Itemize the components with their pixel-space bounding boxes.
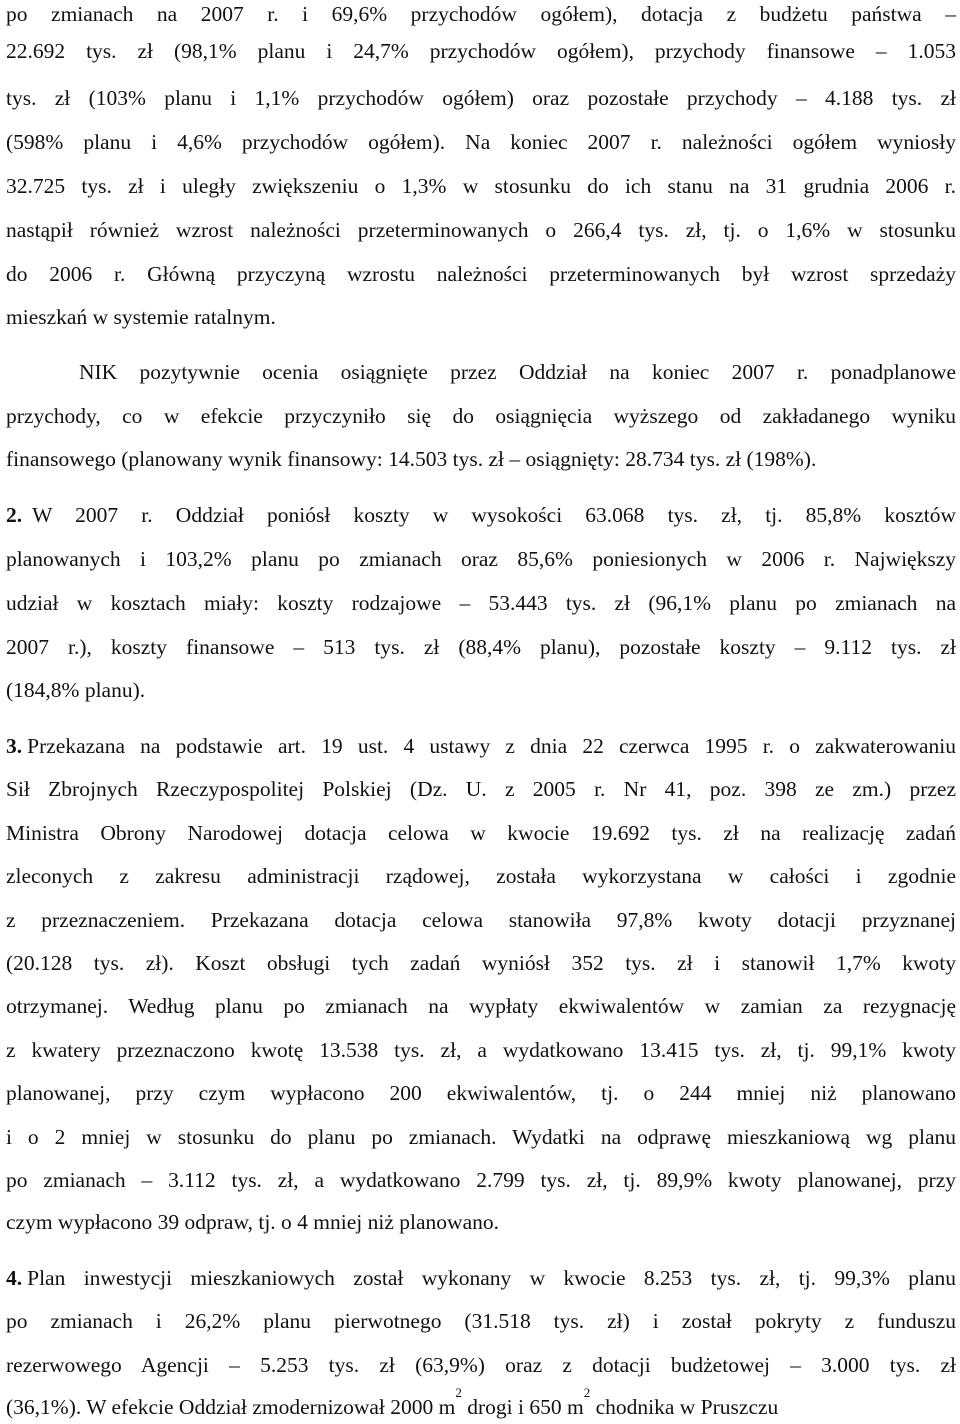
text-line: nastąpił również wzrost należności przeterminowanych o 266,4 tys. zł, tj. o 1,6% w stosunku [6, 218, 956, 242]
text-line: Przekazana na podstawie art. 19 ust. 4 ustawy z dnia 22 czerwca 1995 r. o zakwaterowaniu [27, 734, 956, 758]
text-line: po zmianach i 26,2% planu pierwotnego (31.518 tys. zł) i został pokryty z funduszu [6, 1309, 956, 1333]
text-line: do 2006 r. Główną przyczyną wzrostu należności przeterminowanych był wzrost sprzedaży [6, 262, 956, 286]
text-line: 32.725 tys. zł i uległy zwiększeniu o 1,3% w stosunku do ich stanu na 31 grudnia 2006 r. [6, 174, 956, 198]
text-line: (184,8% planu). [6, 678, 146, 702]
text-line: (20.128 tys. zł). Koszt obsługi tych zadań wyniósł 352 tys. zł i stanowił 1,7% kwoty [6, 951, 956, 975]
text-line: zleconych z zakresu administracji rządowej, została wykorzystana w całości i zgodnie [6, 864, 956, 888]
text-line: Ministra Obrony Narodowej dotacja celowa w kwocie 19.692 tys. zł na realizację zadań [6, 821, 956, 845]
numbered-paragraph-3 [6, 732, 956, 760]
paragraph-number: 4. [6, 1266, 23, 1290]
text-line: planowanych i 103,2% planu po zmianach oraz 85,6% poniesionych w 2006 r. Największy [6, 547, 956, 571]
text-line: rezerwowego Agencji – 5.253 tys. zł (63,9%) oraz z dotacji budżetowej – 3.000 tys. zł [6, 1353, 956, 1377]
text-line: Sił Zbrojnych Rzeczypospolitej Polskiej (Dz. U. z 2005 r. Nr 41, poz. 398 ze zm.) przez [6, 777, 956, 801]
text-line: Plan inwestycji mieszkaniowych został wykonany w kwocie 8.253 tys. zł, tj. 99,3% planu [27, 1266, 956, 1290]
text-line: przychody, co w efekcie przyczyniło się do osiągnięcia wyższego od zakładanego wyniku [6, 404, 956, 428]
text-segment: (36,1%). W efekcie Oddział zmodernizował 2000 m [6, 1395, 456, 1419]
text-line: (598% planu i 4,6% przychodów ogółem). Na koniec 2007 r. należności ogółem wyniosły [6, 130, 956, 154]
text-line: z przeznaczeniem. Przekazana dotacja celowa stanowiła 97,8% kwoty dotacji przyznanej [6, 908, 956, 932]
numbered-paragraph-2 [6, 501, 956, 529]
text-line: otrzymanej. Według planu po zmianach na wypłaty ekwiwalentów w zamian za rezygnację [6, 994, 956, 1018]
text-segment: chodnika w Pruszczu [590, 1395, 779, 1419]
text-line: mieszkań w systemie ratalnym. [6, 305, 276, 329]
text-line: tys. zł (103% planu i 1,1% przychodów ogółem) oraz pozostałe przychody – 4.188 tys. zł [6, 86, 956, 110]
text-line: NIK pozytywnie ocenia osiągnięte przez Oddział na koniec 2007 r. ponadplanowe [79, 360, 956, 384]
text-line: czym wypłacono 39 odpraw, tj. o 4 mniej niż planowano. [6, 1210, 499, 1234]
text-line: po zmianach – 3.112 tys. zł, a wydatkowano 2.799 tys. zł, tj. 89,9% kwoty planowanej, przy [6, 1168, 956, 1192]
superscript: 2 [583, 1385, 591, 1400]
text-line: i o 2 mniej w stosunku do planu po zmianach. Wydatki na odprawę mieszkaniową wg planu [6, 1125, 956, 1149]
text-line-with-superscripts [6, 1385, 956, 1421]
text-segment-group [455, 1385, 956, 1421]
text-segment: drogi i 650 m [461, 1395, 584, 1419]
text-line: finansowego (planowany wynik finansowy: 14.503 tys. zł – osiągnięty: 28.734 tys. zł (198%). [6, 447, 817, 471]
text-line: 2007 r.), koszty finansowe – 513 tys. zł (88,4% planu), pozostałe koszty – 9.112 tys. zł [6, 635, 956, 659]
paragraph-number: 2. [6, 503, 23, 527]
text-line: 22.692 tys. zł (98,1% planu i 24,7% przychodów ogółem), przychody finansowe – 1.053 [6, 39, 956, 63]
text-line: W 2007 r. Oddział poniósł koszty w wysokości 63.068 tys. zł, tj. 85,8% kosztów [32, 503, 956, 527]
text-line: planowanej, przy czym wypłacono 200 ekwiwalentów, tj. o 244 mniej niż planowano [6, 1081, 956, 1105]
superscript: 2 [455, 1385, 462, 1400]
paragraph-number: 3. [6, 734, 23, 758]
numbered-paragraph-4 [6, 1264, 956, 1292]
text-line: z kwatery przeznaczono kwotę 13.538 tys. zł, a wydatkowano 13.415 tys. zł, tj. 99,1% kwoty [6, 1038, 956, 1062]
text-line: po zmianach na 2007 r. i 69,6% przychodów ogółem), dotacja z budżetu państwa – [6, 2, 956, 26]
text-line: udział w kosztach miały: koszty rodzajowe – 53.443 tys. zł (96,1% planu po zmianach na [6, 591, 956, 615]
